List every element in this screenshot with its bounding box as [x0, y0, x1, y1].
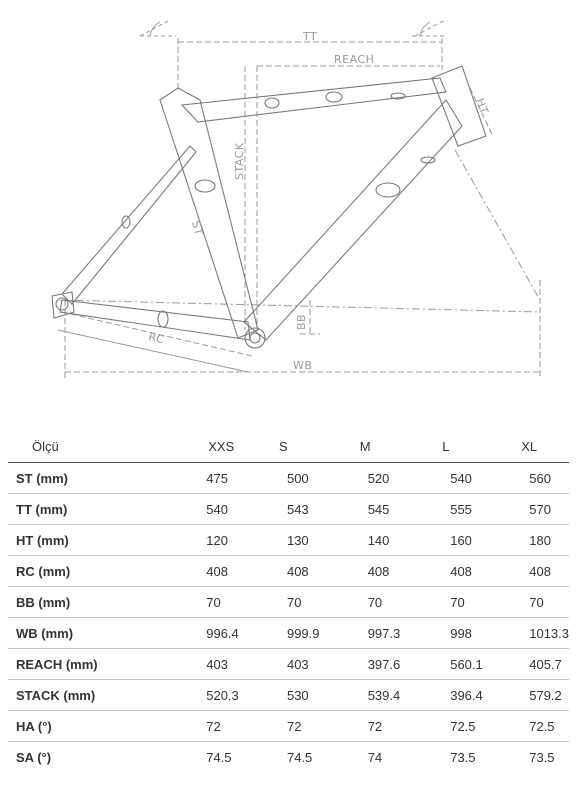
table-cell: 408 — [442, 556, 521, 587]
table-cell: 560.1 — [442, 649, 521, 680]
label-rc: RC — [147, 330, 166, 347]
row-label: REACH (mm) — [8, 649, 198, 680]
table-cell: 520.3 — [198, 680, 279, 711]
table-cell: 70 — [521, 587, 569, 618]
table-cell: 130 — [279, 525, 360, 556]
table-row — [8, 463, 569, 494]
table-cell: 120 — [198, 525, 279, 556]
table-cell: 396.4 — [442, 680, 521, 711]
table-cell: 1013.3 — [521, 618, 569, 649]
label-ht: HT — [473, 96, 491, 117]
table-cell: 70 — [279, 587, 360, 618]
table-cell: 180 — [521, 525, 569, 556]
table-cell: 998 — [442, 618, 521, 649]
table-cell: 570 — [521, 494, 569, 525]
table-header-row — [8, 431, 569, 463]
header-size-xl: XL — [521, 431, 569, 463]
row-label: WB (mm) — [8, 618, 198, 649]
table-cell: 543 — [279, 494, 360, 525]
geometry-table — [8, 431, 569, 772]
table-cell: 72 — [279, 711, 360, 742]
table-cell: 73.5 — [450, 749, 476, 765]
table-row — [8, 494, 569, 525]
table-cell: 579.2 — [521, 680, 569, 711]
header-size-xxs: XXS — [198, 431, 279, 463]
header-size-l: L — [442, 431, 521, 463]
table-row — [8, 680, 569, 711]
table-cell: 74.5 — [206, 749, 232, 765]
header-measure: Ölçü — [8, 431, 198, 463]
table-cell: 539.4 — [360, 680, 443, 711]
row-label: BB (mm) — [8, 587, 198, 618]
table-row — [8, 618, 569, 649]
table-cell: 530 — [279, 680, 360, 711]
table-cell: 73.5 — [529, 749, 555, 765]
row-label: STACK (mm) — [8, 680, 198, 711]
label-bb: BB — [295, 313, 308, 330]
table-cell: 408 — [279, 556, 360, 587]
label-st: ST — [189, 219, 206, 237]
table-cell: 72.5 — [442, 711, 521, 742]
row-label: ST (mm) — [8, 463, 198, 494]
dimension-labels — [147, 30, 491, 372]
label-reach: REACH — [334, 53, 375, 66]
row-label: RC (mm) — [8, 556, 198, 587]
table-cell: 408 — [360, 556, 443, 587]
row-label: HT (mm) — [8, 525, 198, 556]
table-cell: 999.9 — [279, 618, 360, 649]
table-cell: 70 — [442, 587, 521, 618]
table-cell: 408 — [198, 556, 279, 587]
table-cell: 403 — [198, 649, 279, 680]
table-cell: 540 — [442, 463, 521, 494]
table-cell: 74 — [367, 749, 383, 765]
table-cell: 160 — [442, 525, 521, 556]
table-cell: 397.6 — [360, 649, 443, 680]
table-cell: 500 — [279, 463, 360, 494]
table-cell: 70 — [360, 587, 443, 618]
row-label: TT (mm) — [8, 494, 198, 525]
table-cell: 996.4 — [198, 618, 279, 649]
table-cell: 72.5 — [521, 711, 569, 742]
row-label: HA (°) — [8, 711, 198, 742]
table-cell: 140 — [360, 525, 443, 556]
table-cell: 997.3 — [360, 618, 443, 649]
table-cell: 72 — [198, 711, 279, 742]
table-row — [8, 587, 569, 618]
table-cell: 408 — [521, 556, 569, 587]
table-cell: 540 — [198, 494, 279, 525]
table-cell: 74.5 — [286, 749, 313, 765]
table-cell: 555 — [442, 494, 521, 525]
label-stack: STACK — [233, 142, 246, 180]
table-row — [8, 525, 569, 556]
table-cell: 475 — [198, 463, 279, 494]
header-size-m: M — [360, 431, 443, 463]
label-wb: WB — [293, 359, 313, 372]
table-row — [8, 556, 569, 587]
table-cell: 72 — [360, 711, 443, 742]
table-cell: 403 — [279, 649, 360, 680]
table-cell: 70 — [198, 587, 279, 618]
table-cell: 405.7 — [521, 649, 569, 680]
table-cell: 545 — [360, 494, 443, 525]
table-row — [8, 742, 569, 773]
row-label: SA (°) — [16, 749, 52, 765]
table-cell: 520 — [360, 463, 443, 494]
table-cell: 560 — [521, 463, 569, 494]
table-row — [8, 649, 569, 680]
label-tt: TT — [303, 30, 318, 43]
header-size-s: S — [279, 431, 360, 463]
table-row — [8, 711, 569, 742]
